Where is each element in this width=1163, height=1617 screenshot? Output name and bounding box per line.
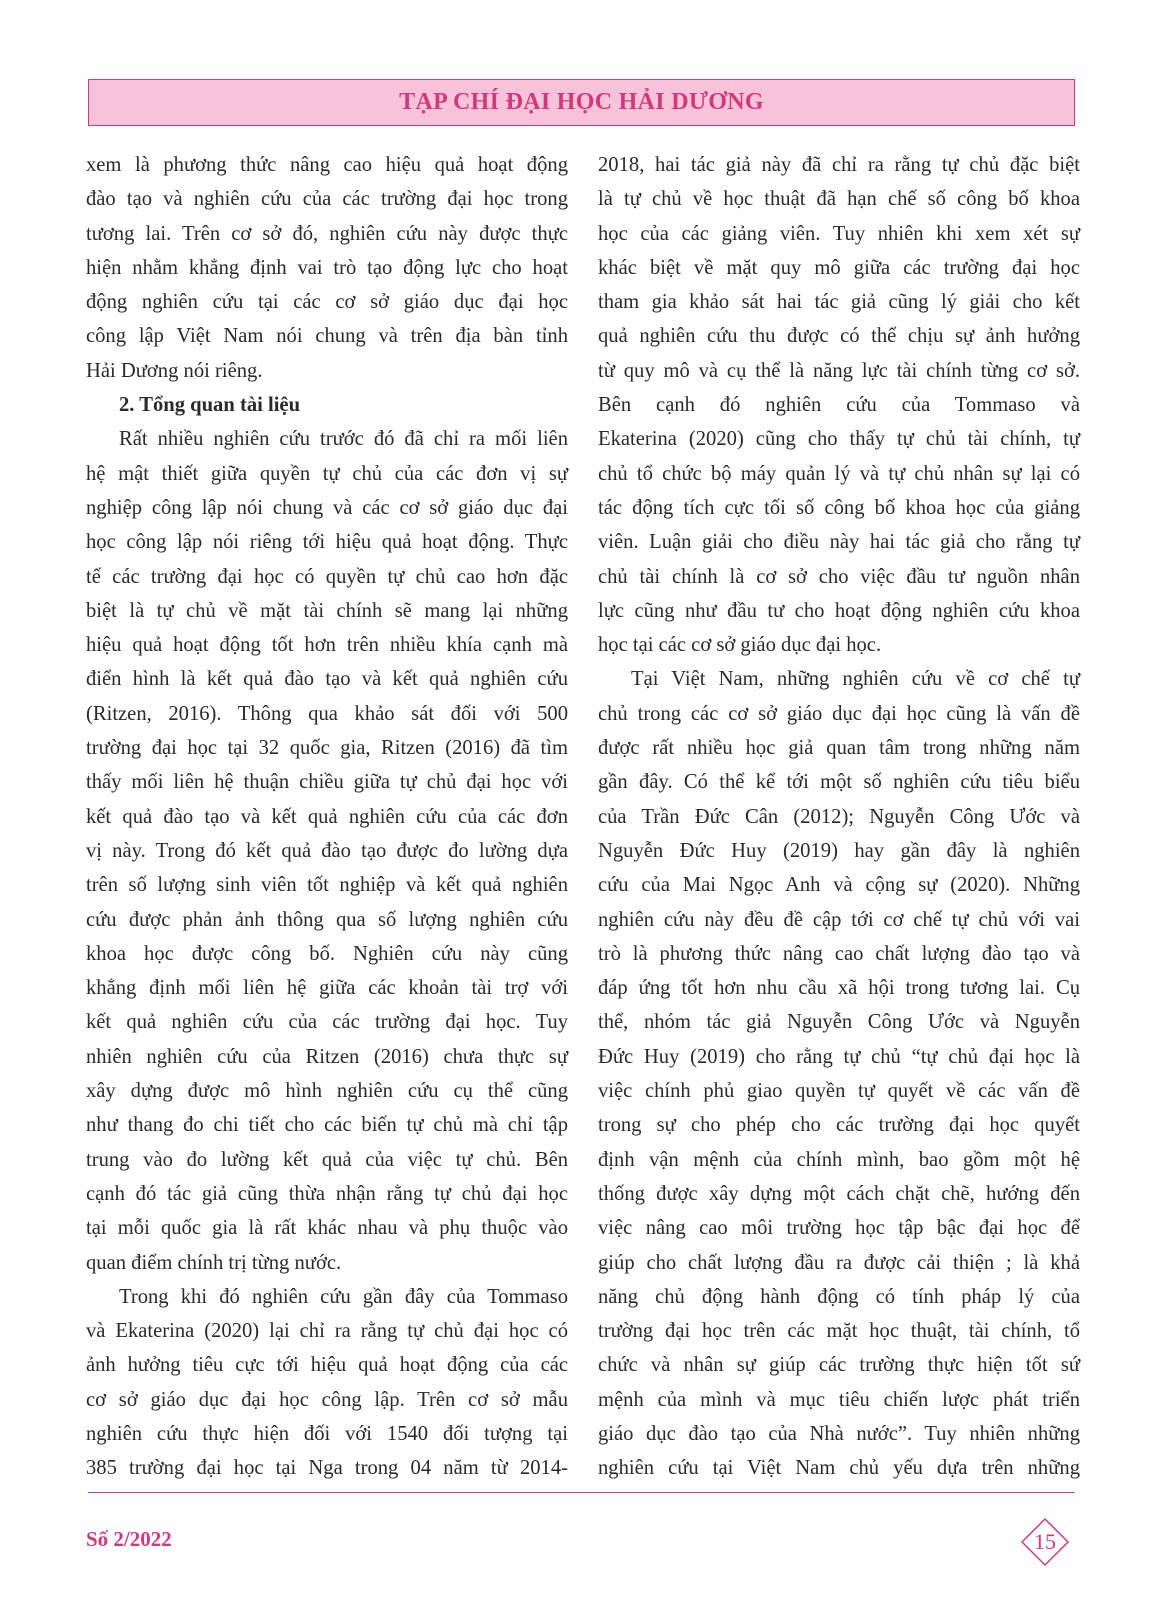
text-line: 2018, hai tác giả này đã chỉ ra rằng tự chủ đặc biệt bbox=[598, 154, 1080, 176]
text-line: biệt là tự chủ về mặt tài chính sẽ mang lại những bbox=[86, 599, 568, 622]
text-line: kết quả nghiên cứu của các trường đại học. Tuy bbox=[86, 1011, 568, 1034]
text-line: vị này. Trong đó kết quả đào tạo được đo lường dựa bbox=[86, 839, 568, 862]
text-line: lực cũng như đầu tư cho hoạt động nghiên cứu khoa bbox=[598, 599, 1080, 622]
text-line: Hải Dương nói riêng. bbox=[86, 359, 263, 382]
text-line: trường đại học trên các mặt học thuật, tài chính, tổ bbox=[598, 1320, 1080, 1343]
text-line: Rất nhiều nghiên cứu trước đó đã chỉ ra mối liên bbox=[119, 428, 568, 451]
text-line: chủ tài chính là cơ sở cho việc đầu tư nguồn nhân bbox=[598, 565, 1080, 588]
text-line: nghiệp công lập nói chung và các cơ sở giáo dục đại bbox=[86, 496, 568, 519]
text-line: nghiên cứu này đều đề cập tới cơ chế tự chủ với vai bbox=[598, 908, 1080, 931]
text-line: xây dựng được mô hình nghiên cứu cụ thể cũng bbox=[86, 1080, 568, 1103]
footer-divider bbox=[88, 1492, 1075, 1493]
text-line: năng chủ động hành động có tính pháp lý của bbox=[598, 1285, 1080, 1308]
text-line: cứu được phản ảnh thông qua số lượng nghiên cứu bbox=[86, 908, 568, 931]
text-line: học của các giảng viên. Tuy nhiên khi xem xét sự bbox=[598, 222, 1080, 245]
text-line: như thang đo chi tiết cho các biến tự chủ mà chỉ tập bbox=[86, 1114, 568, 1137]
issue-number: Số 2/2022 bbox=[86, 1527, 172, 1551]
text-line: trò là phương thức nâng cao chất lượng đào tạo và bbox=[598, 942, 1080, 965]
text-line: quả nghiên cứu thu được có thể chịu sự ảnh hưởng bbox=[598, 325, 1080, 348]
text-line: quan điểm chính trị từng nước. bbox=[86, 1251, 342, 1274]
text-line: học công lập nói riêng tới hiệu quả hoạt động. Thực bbox=[86, 531, 568, 554]
text-line: từ quy mô và cụ thể là năng lực tài chính từng cơ sở. bbox=[598, 359, 1080, 382]
text-line: cơ sở giáo dục đại học công lập. Trên cơ sở mẫu bbox=[86, 1388, 568, 1411]
text-line: giáo dục đào tạo của Nhà nước”. Tuy nhiên những bbox=[598, 1422, 1080, 1445]
text-line: chủ tổ chức bộ máy quản lý và tự chủ nhân sự lại có bbox=[598, 462, 1080, 485]
text-line: tại mỗi quốc gia là rất khác nhau và phụ thuộc vào bbox=[86, 1217, 568, 1240]
text-line: và Ekaterina (2020) lại chỉ ra rằng tự chủ đại học có bbox=[86, 1320, 568, 1343]
journal-title: TẠP CHÍ ĐẠI HỌC HẢI DƯƠNG bbox=[399, 89, 764, 115]
text-line: Trong khi đó nghiên cứu gần đây của Tommaso bbox=[119, 1285, 568, 1308]
text-line: giúp cho chất lượng đầu ra được cải thiện ; là khả bbox=[598, 1251, 1080, 1274]
text-line: (Ritzen, 2016). Thông qua khảo sát đối với 500 bbox=[86, 702, 568, 725]
text-line: tương lai. Trên cơ sở đó, nghiên cứu này được thực bbox=[86, 222, 568, 245]
text-line: thống được xây dựng một cách chặt chẽ, hướng đến bbox=[598, 1182, 1080, 1205]
text-line: chủ trong các cơ sở giáo dục đại học cũng là vấn đề bbox=[598, 702, 1080, 725]
text-line: học tại các cơ sở giáo dục đại học. bbox=[598, 634, 882, 657]
text-line: nhiên nghiên cứu của Ritzen (2016) chưa thực sự bbox=[86, 1045, 568, 1068]
text-line: viên. Luận giải cho điều này hai tác giả cho rằng tự bbox=[598, 531, 1080, 554]
page-number: 15 bbox=[1034, 1529, 1056, 1554]
text-line: là tự chủ về học thuật đã hạn chế số công bố khoa bbox=[598, 188, 1080, 211]
left-text-column bbox=[86, 148, 568, 1486]
right-text-column bbox=[598, 148, 1080, 1486]
text-line: Đức Huy (2019) cho rằng tự chủ “tự chủ đại học là bbox=[598, 1045, 1080, 1068]
text-line: thấy mối liên hệ thuận chiều giữa tự chủ đại học với bbox=[86, 771, 568, 794]
text-line: trên số lượng sinh viên tốt nghiệp và kết quả nghiên bbox=[86, 874, 568, 897]
text-line: việc nâng cao môi trường học tập bậc đại học để bbox=[598, 1217, 1080, 1240]
text-line: việc chính phủ giao quyền tự quyết về các vấn đề bbox=[598, 1080, 1080, 1103]
text-line: trong sự cho phép cho các trường đại học quyết bbox=[598, 1114, 1080, 1137]
text-line: chức và nhân sự giúp các trường thực hiện tốt sứ bbox=[598, 1354, 1080, 1377]
text-line: 385 trường đại học tại Nga trong 04 năm từ 2014- bbox=[86, 1457, 568, 1480]
text-line: Tại Việt Nam, những nghiên cứu về cơ chế tự bbox=[631, 668, 1080, 691]
text-line: nghiên cứu tại Việt Nam chủ yếu dựa trên những bbox=[598, 1457, 1080, 1480]
text-line: thể, nhóm tác giả Nguyễn Công Ước và Nguyễn bbox=[598, 1011, 1080, 1034]
text-line: cạnh đó tác giả cũng thừa nhận rằng tự chủ đại học bbox=[86, 1182, 568, 1205]
text-line: hiện nhằm khẳng định vai trò tạo động lực cho hoạt bbox=[86, 256, 568, 279]
text-line: của Trần Đức Cân (2012); Nguyễn Công Ước và bbox=[598, 805, 1080, 828]
text-line: trung vào đo lường kết quả của việc tự chủ. Bên bbox=[86, 1148, 568, 1171]
text-line: hệ mật thiết giữa quyền tự chủ của các đơn vị sự bbox=[86, 462, 568, 485]
text-line: Bên cạnh đó nghiên cứu của Tommaso và bbox=[598, 394, 1080, 417]
text-line: được rất nhiều học giả quan tâm trong những năm bbox=[598, 737, 1080, 760]
text-line: đào tạo và nghiên cứu của các trường đại học trong bbox=[86, 188, 568, 211]
text-line: khác biệt về mặt quy mô giữa các trường đại học bbox=[598, 256, 1080, 279]
page-number-badge bbox=[1020, 1517, 1070, 1567]
text-line: đáp ứng tốt hơn nhu cầu xã hội trong tương lai. Cụ bbox=[598, 977, 1080, 1000]
text-line: định vận mệnh của chính mình, bao gồm một hệ bbox=[598, 1148, 1080, 1171]
text-line: gần đây. Có thể kể tới một số nghiên cứu tiêu biểu bbox=[598, 771, 1080, 794]
text-line: Ekaterina (2020) cũng cho thấy tự chủ tài chính, tự bbox=[598, 428, 1080, 451]
text-line: khẳng định mối liên hệ giữa các khoản tài trợ với bbox=[86, 977, 568, 1000]
text-line: xem là phương thức nâng cao hiệu quả hoạt động bbox=[86, 154, 568, 176]
text-line: 2. Tổng quan tài liệu bbox=[119, 394, 301, 417]
text-line: nghiên cứu thực hiện đối với 1540 đối tượng tại bbox=[86, 1422, 568, 1445]
text-line: động nghiên cứu tại các cơ sở giáo dục đại học bbox=[86, 291, 568, 314]
text-line: tham gia khảo sát hai tác giả cũng lý giải cho kết bbox=[598, 291, 1080, 314]
text-line: ảnh hưởng tiêu cực tới hiệu quả hoạt động của các bbox=[86, 1354, 568, 1377]
text-line: tế các trường đại học có quyền tự chủ cao hơn đặc bbox=[86, 565, 568, 588]
journal-header-banner bbox=[88, 79, 1075, 126]
text-line: cứu của Mai Ngọc Anh và cộng sự (2020). Những bbox=[598, 874, 1080, 897]
text-line: tác động tích cực tối số công bố khoa học của giảng bbox=[598, 496, 1080, 519]
text-line: hiệu quả hoạt động tốt hơn trên nhiều khía cạnh mà bbox=[86, 634, 568, 657]
text-line: khoa học được công bố. Nghiên cứu này cũng bbox=[86, 942, 568, 965]
text-line: điển hình là kết quả đào tạo và kết quả nghiên cứu bbox=[86, 668, 568, 691]
text-line: công lập Việt Nam nói chung và trên địa bàn tỉnh bbox=[86, 325, 568, 348]
text-line: trường đại học tại 32 quốc gia, Ritzen (2016) đã tìm bbox=[86, 737, 568, 760]
text-line: Nguyễn Đức Huy (2019) hay gần đây là nghiên bbox=[598, 839, 1080, 862]
text-line: kết quả đào tạo và kết quả nghiên cứu của các đơn bbox=[86, 805, 568, 828]
text-line: mệnh của mình và mục tiêu chiến lược phát triển bbox=[598, 1388, 1080, 1411]
